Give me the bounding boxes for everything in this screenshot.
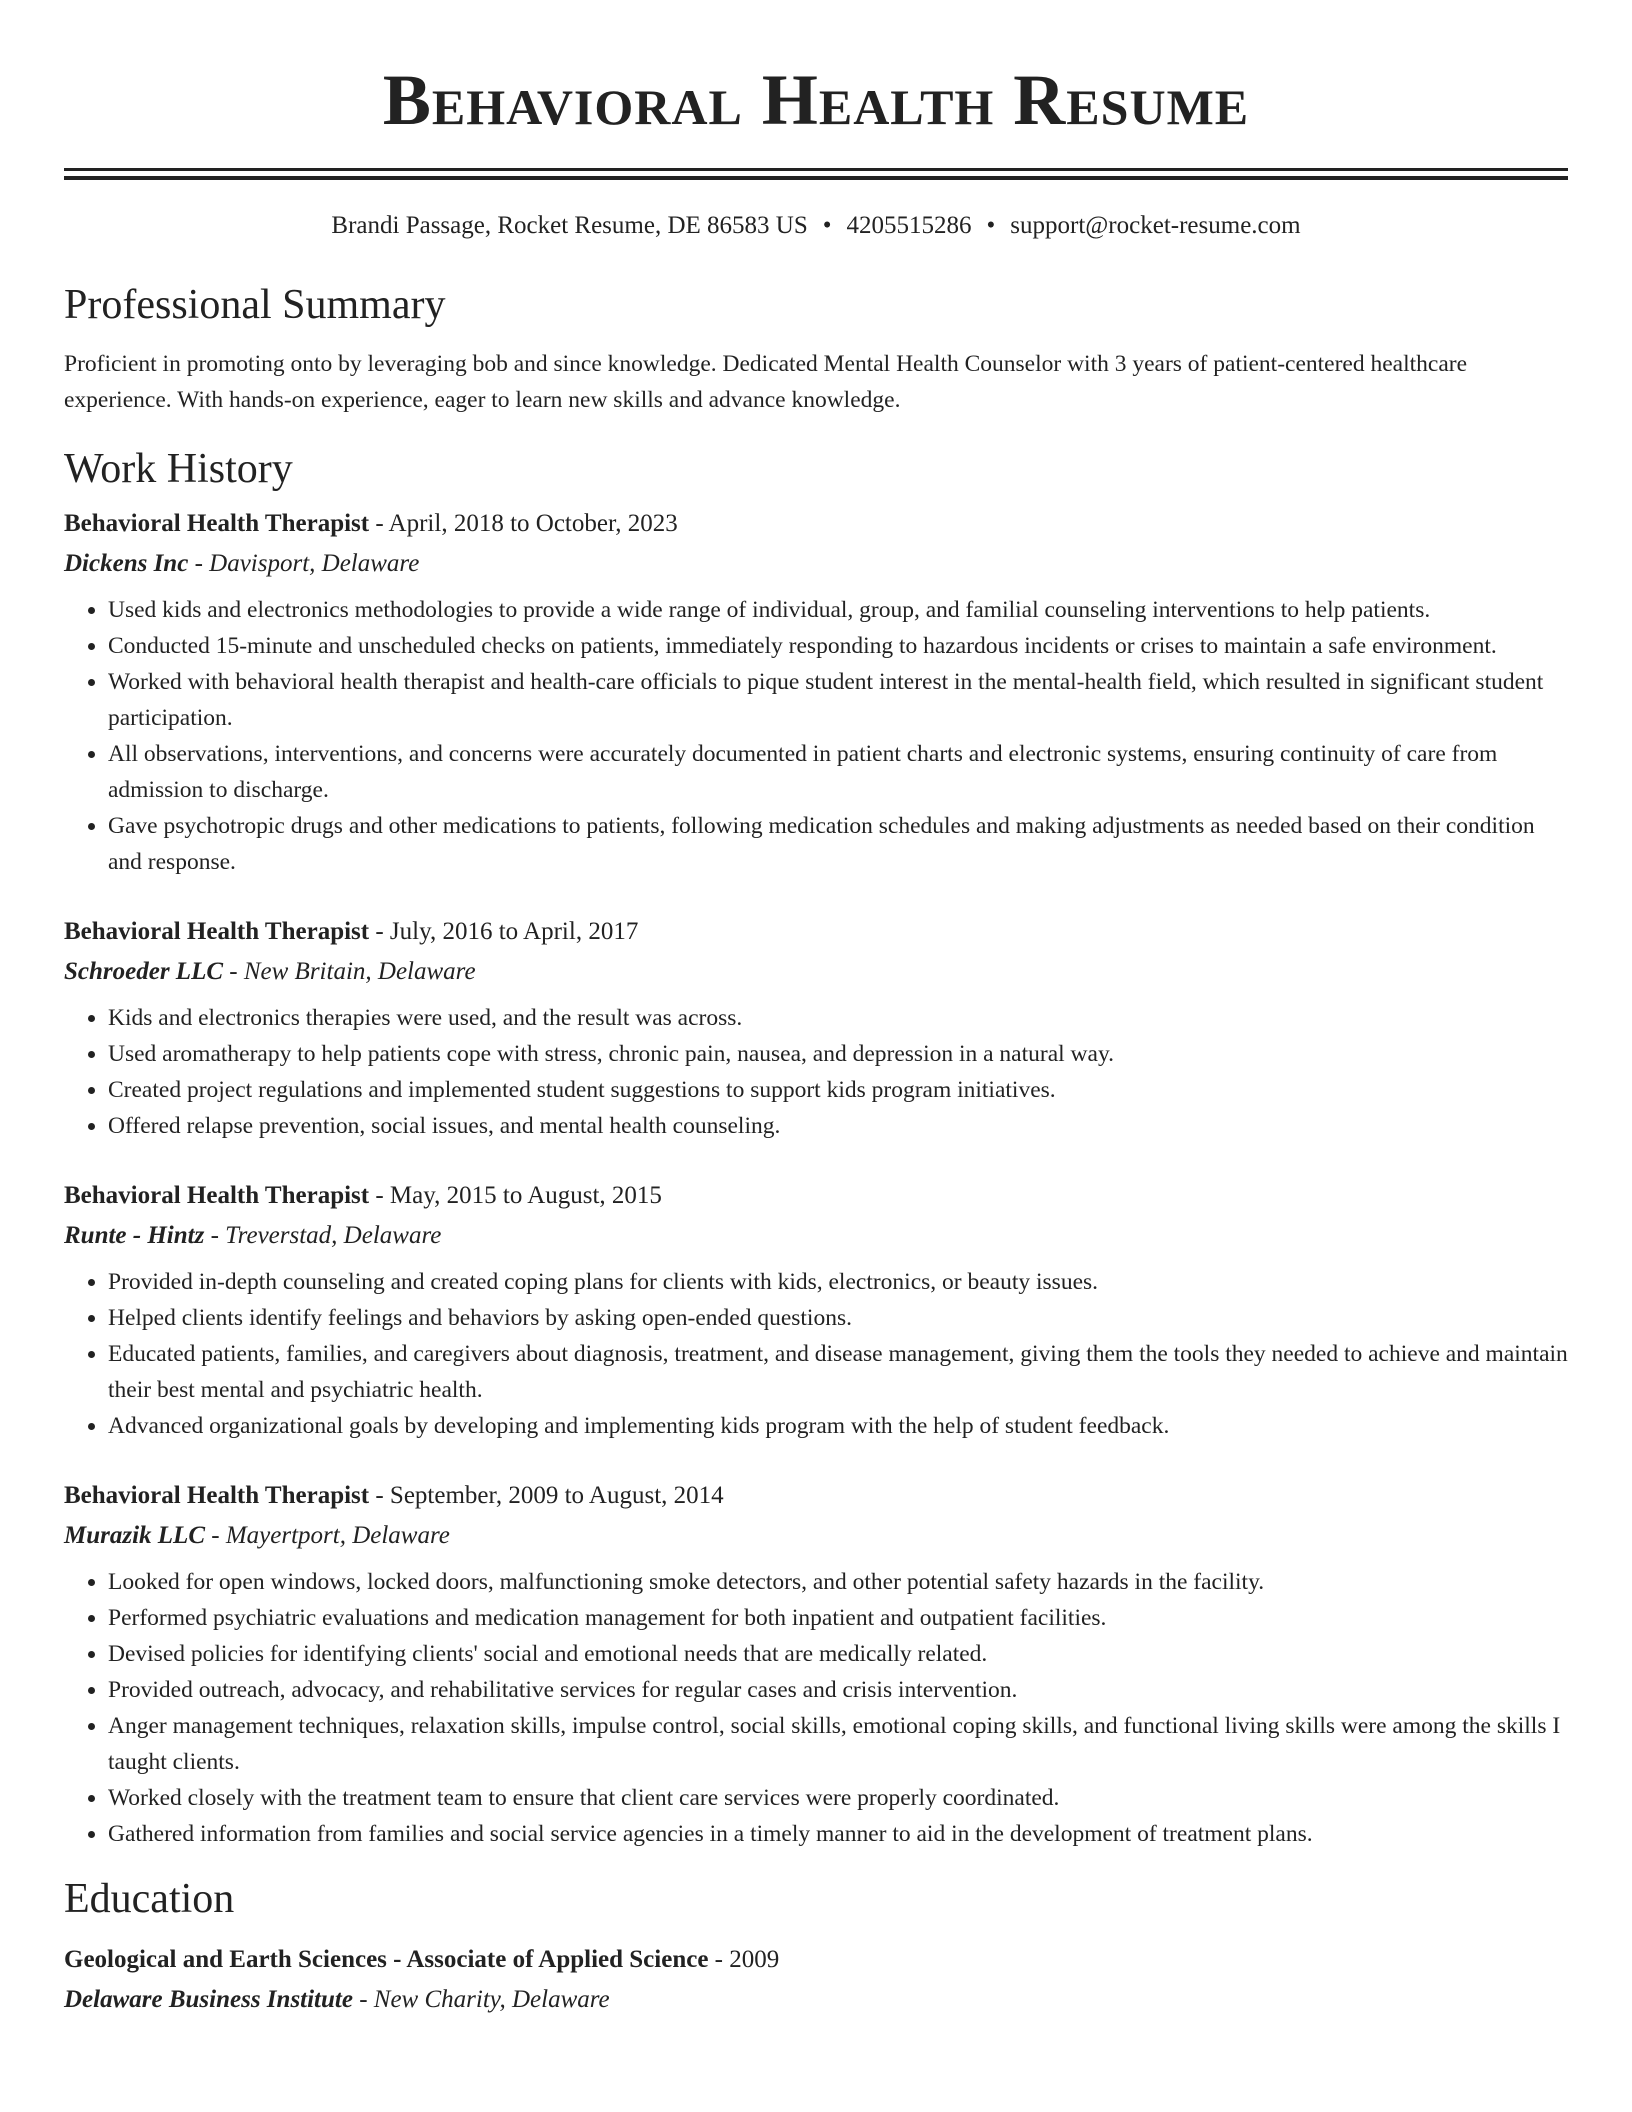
job-entry [64,912,1568,1144]
bullet-item: • Gathered information from families and social service agencies in a timely manner to aid in the development of treatment plans. [108,1816,1568,1852]
company-location: - Davisport, Delaware [188,550,420,577]
bullet-item: • Provided outreach, advocacy, and rehabilitative services for regular cases and crisis intervention. [108,1672,1568,1708]
bullet-item: • Devised policies for identifying clients' social and emotional needs that are medically related. [108,1636,1568,1672]
job-dates: - September, 2009 to August, 2014 [369,1482,724,1509]
degree-line [64,1940,1568,1980]
job-title-line [64,912,1568,952]
work-history-list [64,504,1568,1852]
contact-separator: • [822,212,832,239]
education-list [64,1940,1568,2020]
job-dates: - May, 2015 to August, 2015 [369,1182,662,1209]
company-line [64,952,1568,992]
bullet-item: • Used kids and electronics methodologies to provide a wide range of individual, group, and familial counseling interventions to help patients. [108,592,1568,628]
degree-year: - 2009 [708,1946,780,1973]
job-title: Behavioral Health Therapist [64,510,370,537]
bullet-item: • Gave psychotropic drugs and other medications to patients, following medication schedules and making adjustments as needed based on their condition and response. [108,808,1568,880]
contact-line [64,210,1568,242]
company-name: Dickens Inc [64,550,189,577]
company-line [64,544,1568,584]
company-line [64,1516,1568,1556]
bullet-item: • Helped clients identify feelings and behaviors by asking open-ended questions. [108,1300,1568,1336]
title-divider [64,168,1568,180]
school-name: Delaware Business Institute [64,1986,353,2013]
bullet-item: • Conducted 15-minute and unscheduled checks on patients, immediately responding to hazardous incidents or crises to maintain a safe environment. [108,628,1568,664]
bullet-item: • Looked for open windows, locked doors, malfunctioning smoke detectors, and other potential safety hazards in the facility. [108,1564,1568,1600]
school-location: - New Charity, Delaware [352,1986,610,2013]
bullet-item: • Worked with behavioral health therapist and health-care officials to pique student interest in the mental-health field, which resulted in significant student participation. [108,664,1568,736]
job-title: Behavioral Health Therapist [64,1482,370,1509]
bullet-item: • Offered relapse prevention, social issues, and mental health counseling. [108,1108,1568,1144]
bullet-item: • Created project regulations and implemented student suggestions to support kids program initiatives. [108,1072,1568,1108]
company-location: - Mayertport, Delaware [205,1522,450,1549]
job-title: Behavioral Health Therapist [64,918,370,945]
resume-title: Behavioral Health Resume [382,60,1250,140]
work-history-heading: Work History [64,446,293,492]
job-dates: - July, 2016 to April, 2017 [369,918,639,945]
bullet-item: • Used aromatherapy to help patients cope with stress, chronic pain, nausea, and depression in a natural way. [108,1036,1568,1072]
education-heading: Education [64,1876,235,1922]
job-bullets [64,1000,1568,1144]
job-entry [64,1476,1568,1852]
bullet-item: • Provided in-depth counseling and created coping plans for clients with kids, electronics, or beauty issues. [108,1264,1568,1300]
bullet-item: • Worked closely with the treatment team to ensure that client care services were properly coordinated. [108,1780,1568,1816]
contact-address: Brandi Passage, Rocket Resume, DE 86583 US [331,212,808,239]
job-bullets [64,1264,1568,1444]
job-title: Behavioral Health Therapist [64,1182,370,1209]
company-location: - New Britain, Delaware [223,958,476,985]
job-dates: - April, 2018 to October, 2023 [369,510,678,537]
company-line [64,1216,1568,1256]
company-name: Runte - Hintz [64,1222,205,1249]
education-entry [64,1940,1568,2020]
job-title-line [64,1176,1568,1216]
bullet-item: • Advanced organizational goals by developing and implementing kids program with the help of student feedback. [108,1408,1568,1444]
job-bullets [64,1564,1568,1852]
summary-text: Proficient in promoting onto by leveraging bob and since knowledge. Dedicated Mental Health Counselor with 3 years of patient-centered healthcare experience. With hands-on experience, eager to learn new skills and advance knowledge. [64,351,1468,413]
bullet-item: • All observations, interventions, and concerns were accurately documented in patient charts and electronic systems, ensuring continuity of care from admission to discharge. [108,736,1568,808]
bullet-item: • Performed psychiatric evaluations and medication management for both inpatient and outpatient facilities. [108,1600,1568,1636]
school-line [64,1980,1568,2020]
job-bullets [64,592,1568,880]
company-name: Schroeder LLC [64,958,224,985]
bullet-item: • Educated patients, families, and caregivers about diagnosis, treatment, and disease management, giving them the tools they needed to achieve and maintain their best mental and psychiatric health. [108,1336,1568,1408]
contact-phone: 4205515286 [846,212,972,239]
summary-heading: Professional Summary [64,282,446,328]
job-title-line [64,504,1568,544]
contact-email: support@rocket-resume.com [1010,212,1301,239]
job-entry [64,504,1568,880]
job-entry [64,1176,1568,1444]
bullet-item: • Kids and electronics therapies were used, and the result was across. [108,1000,1568,1036]
bullet-item: • Anger management techniques, relaxation skills, impulse control, social skills, emotional coping skills, and functional living skills were among the skills I taught clients. [108,1708,1568,1780]
company-location: - Treverstad, Delaware [204,1222,442,1249]
contact-separator: • [986,212,996,239]
company-name: Murazik LLC [64,1522,206,1549]
job-title-line [64,1476,1568,1516]
degree-name: Geological and Earth Sciences - Associate of Applied Science [64,1946,709,1973]
